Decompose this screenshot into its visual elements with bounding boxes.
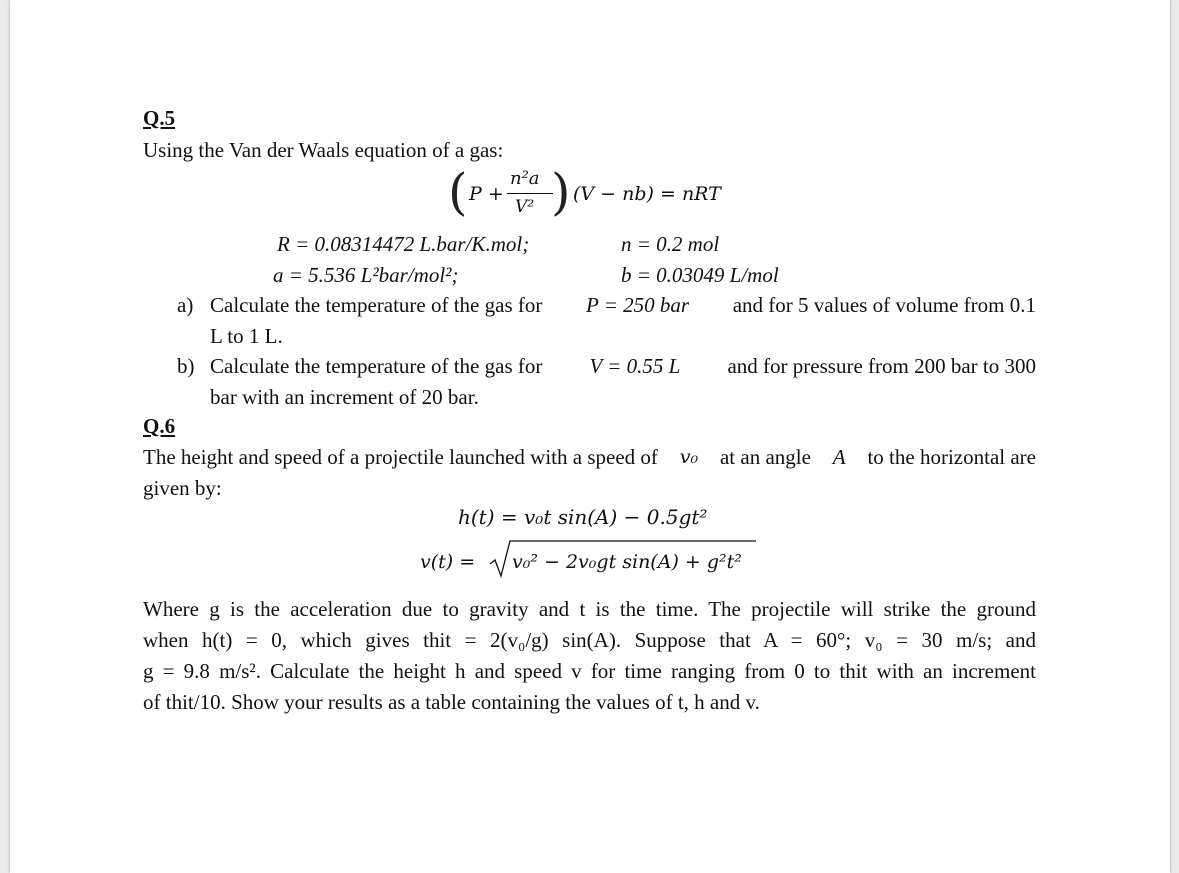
- part-b-line2: bar with an increment of 20 bar.: [210, 385, 479, 409]
- part-a-line1: [210, 291, 1036, 319]
- height-equation: h(t) = v₀t sin(A) − 0.5gt²: [458, 505, 708, 529]
- eq-rest: (V − nb) = nRT: [573, 183, 721, 205]
- part-b-line1: [210, 352, 1036, 380]
- eq-fraction-bar: [507, 193, 553, 194]
- q6-intro-mid: at an angle: [719, 445, 811, 469]
- q6-intro-post: to the horizontal are: [867, 445, 1036, 469]
- q6-intro-pre: The height and speed of a projectile launched with a speed of: [143, 445, 658, 469]
- q6-paragraph-line2: when h(t) = 0, which gives thit = 2(v₀/g) sin(A). Suppose that A = 60°; v₀ = 30 m/s; and: [143, 628, 1036, 652]
- q6-intro-a: A: [832, 445, 846, 469]
- eq-numerator: n²a: [510, 168, 540, 189]
- q6-heading: Q.6: [143, 414, 176, 438]
- eq-denominator: V²: [515, 197, 535, 217]
- q6-paragraph-line1: Where g is the acceleration due to gravity and t is the time. The projectile will strike the ground: [143, 597, 1036, 621]
- q6-intro-v0: v₀: [679, 446, 699, 468]
- part-b-text-post: and for pressure from 200 bar to 300: [727, 354, 1036, 378]
- q5-intro: Using the Van der Waals equation of a gas:: [143, 138, 504, 162]
- q6-paragraph-line4: of thit/10. Show your results as a table containing the values of t, h and v.: [143, 690, 760, 714]
- part-b-marker: b): [177, 354, 195, 378]
- part-b-volume: V = 0.55 L: [589, 354, 681, 378]
- constant-r: R = 0.08314472 L.bar/K.mol;: [277, 232, 530, 256]
- constant-b: b = 0.03049 L/mol: [621, 263, 779, 287]
- part-a-pressure: P = 250 bar: [586, 293, 690, 317]
- eq-left-paren: (: [448, 163, 468, 221]
- q6-paragraph-line3: g = 9.8 m/s². Calculate the height h and speed v for time ranging from 0 to thit with an increment: [143, 659, 1036, 683]
- document-page: [10, 0, 1170, 873]
- eq-p-plus: P +: [469, 183, 504, 205]
- part-a-line2: L to 1 L.: [210, 324, 283, 348]
- q6-intro-line2: given by:: [143, 476, 222, 500]
- q5-heading: Q.5: [143, 106, 176, 130]
- speed-equation-radicand: v₀² − 2v₀gt sin(A) + g²t²: [512, 551, 742, 573]
- part-a-text-post: and for 5 values of volume from 0.1: [732, 293, 1036, 317]
- speed-equation-lhs: v(t) =: [420, 551, 476, 573]
- constant-a: a = 5.536 L²bar/mol²;: [273, 263, 459, 287]
- part-a-text-pre: Calculate the temperature of the gas for: [210, 293, 543, 317]
- constant-n: n = 0.2 mol: [621, 232, 720, 256]
- part-a-marker: a): [177, 293, 194, 317]
- part-b-text-pre: Calculate the temperature of the gas for: [210, 354, 543, 378]
- q6-intro-line1: [143, 443, 1036, 471]
- eq-right-paren: ): [551, 163, 571, 221]
